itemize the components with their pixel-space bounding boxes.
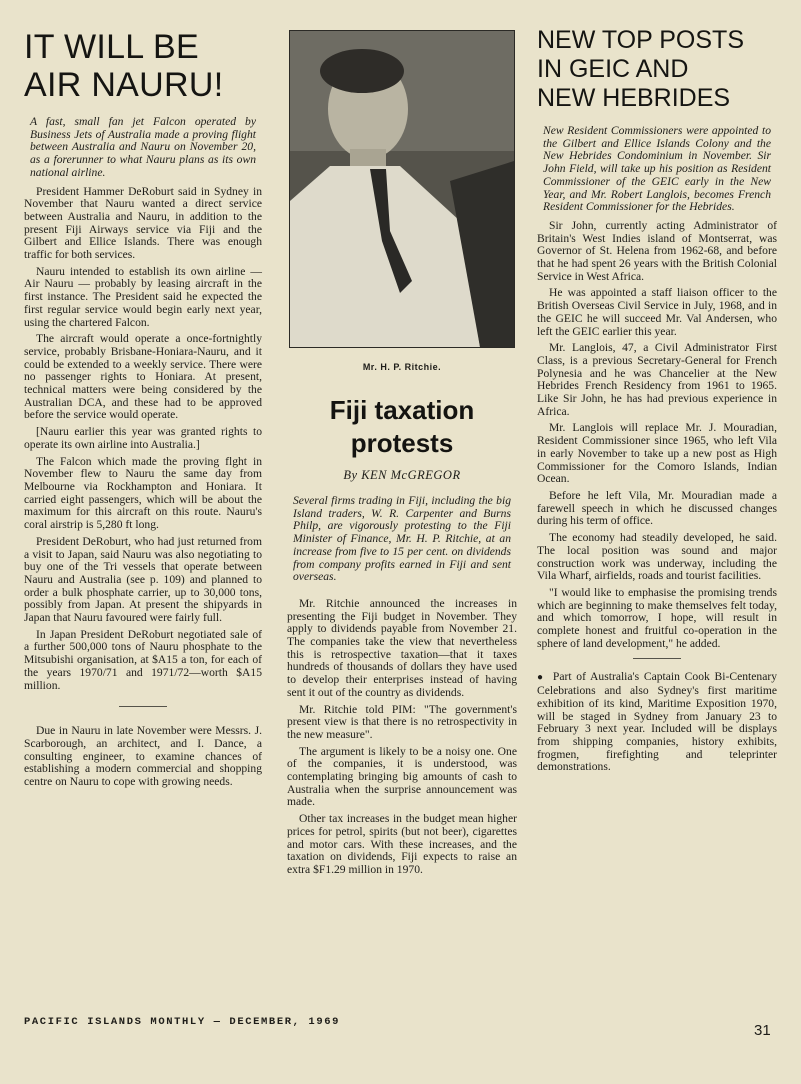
air-nauru-paragraph: President Hammer DeRoburt said in Sydney in November that Nauru wanted a direct service between Australia and Nauru, in addition to the present Fiji Airways service via Fiji and the Gilbert and Ellice Islands. There was enough traffic for both services. [24, 184, 262, 262]
fiji-paragraph: Other tax increases in the budget mean higher prices for petrol, spirits (but not beer), cigarettes and motor cars. With these increases, and the taxation on dividends, Fiji expects to raise an extra $F1.29 million in 1970. [287, 812, 517, 876]
air-nauru-paragraph: President DeRoburt, who had just returned from a visit to Japan, said Nauru was also negotiating to buy one of the Tri vessels that operate between Nauru and Australia (see p. 109) and planned to order a bulk phosphate carrier, up to 30,000 tons, possibly from Japan. At present the shipyards in Japan that Nauru favoured were fairly full. [24, 534, 262, 625]
air-nauru-paragraph: Nauru intended to establish its own airline — Air Nauru — probably by leasing aircraft in the first instance. The President said he expected the first regular service would begin early next year, using the chartered Falcon. [24, 264, 262, 329]
maritime-exposition-text: Part of Australia's Captain Cook Bi-Centenary Celebrations and also Sydney's first maritime exhibition of its kind, Maritime Exposition 1970, will be staged in Sydney from January 23 to February 3 next year. Included will be displays from shipping companies, history exhibits, frogmen, firefighting and teleprinter demonstrations. [537, 670, 777, 774]
fiji-paragraph: Mr. Ritchie told PIM: "The government's present view is that there is no retrospectivity in the new measure". [287, 702, 517, 741]
geic-headline-line1: NEW TOP POSTS [537, 26, 744, 54]
air-nauru-paragraph: The aircraft would operate a once-fortnightly service, probably Brisbane-Honiara-Nauru, and it could be extended to a weekly service. There were no passenger rights to Honiara. At present, technical matters were being considered by the Australian DCA, and these had to be approved before the service would operate. [24, 332, 262, 422]
air-nauru-paragraph: The Falcon which made the proving flght in November flew to Nauru the same day from Melbourne via Rockhampton and Honiara. It carried eight passengers, which will be about the maximum for this aircraft on this route. Nauru's coral airstrip is 5,280 ft long. [24, 454, 262, 532]
article-geic-new-hebrides [537, 28, 777, 778]
portrait-silhouette-icon [290, 31, 514, 347]
ritchie-portrait-photo [289, 30, 515, 348]
geic-headline-line2: IN GEIC AND [537, 55, 689, 83]
fiji-taxation-headline: Fiji taxation protests [329, 395, 475, 458]
geic-paragraph: He was appointed a staff liaison officer to the British Overseas Civil Service in July, 1968, and in the GEIC he will succeed Mr. Val Andersen, who left the GEIC earlier this year. [537, 286, 777, 338]
geic-paragraph: Before he left Vila, Mr. Mouradian made a farewell speech in which he discussed changes during his term of office. [537, 488, 777, 528]
fiji-byline: By KEN McGREGOR [343, 468, 461, 482]
geic-paragraph: Mr. Langlois, 47, a Civil Administrator First Class, is a previous Secretary-General for French Polynesia and he was Chancelier at the New Hebrides French Residency from 1961 to 1965. Like Sir John, he has had previous experience in Africa. [537, 341, 777, 418]
air-nauru-headline [24, 28, 262, 104]
air-nauru-headline-line2: AIR NAURU! [24, 66, 224, 104]
publication-footer: PACIFIC ISLANDS MONTHLY — DECEMBER, 1969 [24, 1016, 341, 1028]
photo-caption: Mr. H. P. Ritchie. [362, 362, 442, 372]
geic-headline-line3: NEW HEBRIDES [537, 84, 731, 112]
section-divider [633, 658, 681, 659]
air-nauru-paragraph: [Nauru earlier this year was granted rights to operate its own airline into Australia.] [24, 425, 262, 451]
air-nauru-paragraph: In Japan President DeRoburt negotiated sale of a further 500,000 tons of Nauru phosphate to the Mitsubishi organisation, at $A15 a ton, for each of the years 1970/71 and 1971/72—worth $A15 million. [24, 627, 262, 692]
fiji-paragraph: The argument is likely to be a noisy one. One of the companies, it is understood, was contemplating bringing big amounts of cash to Australia when the surprise announcement was made. [287, 744, 517, 809]
geic-headline [537, 26, 777, 113]
geic-paragraph: The economy had steadily developed, he said. The local position was sound and major construction work was underway, including the Vila Wharf, airfields, roads and tourist facilities. [537, 531, 777, 583]
page-number: 31 [754, 1022, 771, 1039]
geic-paragraph: Mr. Langlois will replace Mr. J. Mouradian, Resident Commissioner since 1965, who left Vila in early November to take up a new post as High Commissioner for the Comoro Islands, Indian Ocean. [537, 421, 777, 486]
fiji-intro: Several firms trading in Fiji, including the big Island traders, W. R. Carpenter and Burns Philp, are vigorously protesting to the Fiji Minister of Finance, Mr. H. P. Ritchie, at an increase from five to 15 per cent. on dividends from company profits earned in Fiji and sent overseas. [293, 494, 511, 584]
section-divider [119, 706, 167, 707]
bullet-icon: ● [537, 672, 545, 684]
article-fiji-taxation [287, 28, 517, 881]
nauru-shopping-centre-note: Due in Nauru in late November were Messrs. J. Scarborough, an architect, and I. Dance, a consulting engineer, to examine chances of establishing a modern commercial and shopping centre on Nauru to cope with growing needs. [24, 724, 262, 789]
fiji-paragraph: Mr. Ritchie announced the increases in presenting the Fiji budget in November. They apply to dividends payable from November 21. The companies take the view that nevertheless this is retrospective taxation—that it taxes hundreds of thousands of dollars they have used to develop their enterprises instead of having sent it out of the country as dividends. [287, 596, 517, 699]
geic-paragraph: Sir John, currently acting Administrator of Britain's West Indies island of Montserrat, was Governor of St. Helena from 1962-68, and before that he had spent 26 years with the British Colonial Service in West Africa. [537, 218, 777, 283]
air-nauru-intro: A fast, small fan jet Falcon operated by Business Jets of Australia made a proving flight between Australia and Nauru on November 20, as a forerunner to what Nauru plans as its own national airline. [30, 115, 256, 179]
article-air-nauru [24, 28, 262, 793]
geic-paragraph: "I would like to emphasise the promising trends which are beginning to make themselves felt today, and which tomorrow, I hope, will result in complete honest and fruitful co-operation in the sphere of land development," he added. [537, 585, 777, 650]
air-nauru-headline-line1: IT WILL BE [24, 28, 199, 66]
geic-intro: New Resident Commissioners were appointed to the Gilbert and Ellice Islands Colony and the New Hebrides Condominium in November. Sir John Field, will take up his position as Resident Commissioner of the GEIC early in the New Year, and Mr. Robert Langlois, becomes French Resident Commissioner for the Hebrides. [543, 124, 771, 214]
maritime-exposition-item [537, 671, 777, 774]
